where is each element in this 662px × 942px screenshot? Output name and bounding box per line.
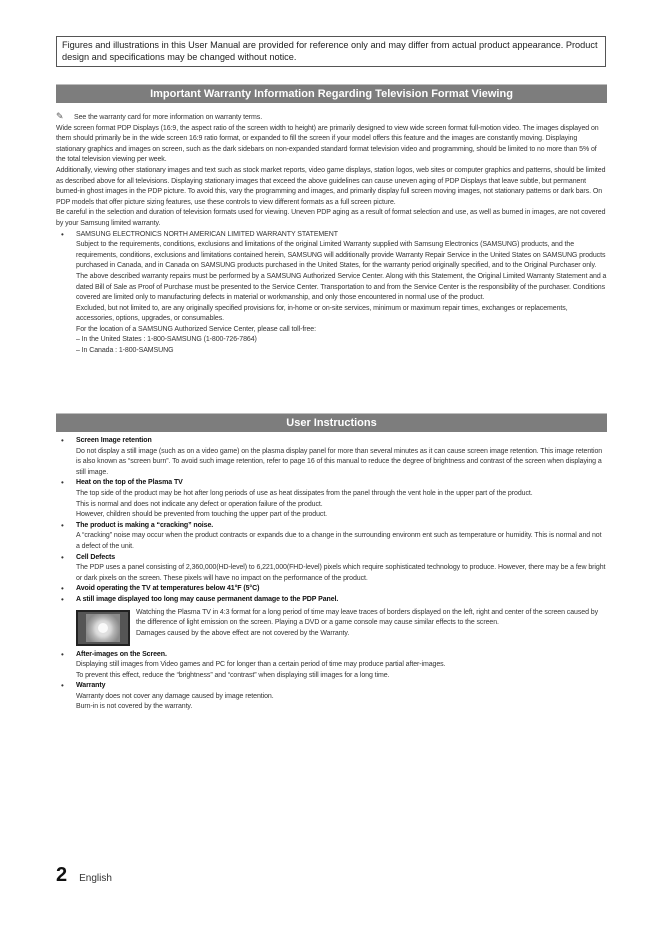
instruction-title: The product is making a “cracking” noise.: [76, 521, 214, 529]
instruction-title: Avoid operating the TV at temperatures below 41°F (5°C): [76, 585, 260, 593]
instruction-item: [56, 595, 607, 646]
footer-language: English: [79, 873, 112, 884]
plasma-screen-illustration: [76, 610, 130, 646]
disclaimer-notice: Figures and illustrations in this User Manual are provided for reference only and may differ from actual product appearance. Product design and specifications may be changed without notice.: [56, 36, 606, 67]
pencil-note-icon: ✎: [56, 111, 64, 121]
instruction-text: Displaying still images from Video games and PC for longer than a certain period of time may produce partial after-images.: [76, 661, 446, 669]
bullet-icon: •: [61, 229, 64, 239]
instruction-item: [56, 436, 607, 478]
user-instructions-section: [56, 436, 607, 713]
bullet-icon: •: [61, 649, 64, 659]
warranty-paragraph: Additionally, viewing other stationary images and text such as stock market reports, video game displays, station logos, web sites or computer graphics and patterns, should be limited as described above for all televisions. Displaying stationary images that exceed the above guidelines can cause uneven aging of PDP Displays that leave subtle, but permanent burned-in ghost images in the PDP picture. To avoid this, vary the programming and images, and primarily display full screen moving images, not stationary patterns or dark bars. On PDP models that offer picture sizing features, use these controls to view different formats as a full screen picture.: [56, 166, 606, 206]
warranty-statement-paragraph: For the location of a SAMSUNG Authorized Service Center, please call toll-free:: [76, 325, 316, 333]
instruction-item: [56, 478, 607, 520]
page-footer: [56, 864, 112, 887]
instruction-text: However, children should be prevented from touching the upper part of the product.: [76, 511, 328, 519]
warranty-note: [56, 112, 607, 124]
instruction-text: This is normal and does not indicate any defect or operation failure of the product.: [76, 500, 323, 508]
warranty-statement-paragraph: The above described warranty repairs must be performed by a SAMSUNG Authorized Service Center. Along with this Statement, the Original Limited Warranty Statement and a dated Bill of Sale as Proof of Purchase must be presented to the Service Center. Transportation to and from the Service Center is the responsibility of the purchaser. Conditions covered are limited only to manufacturing defects in material or workmanship, and only those encountered in normal use of the product.: [76, 272, 607, 302]
instruction-item: [56, 521, 607, 553]
warranty-phone-canada: – In Canada : 1-800-SAMSUNG: [76, 347, 174, 355]
warranty-note-text: See the warranty card for more information on warranty terms.: [74, 114, 263, 121]
instruction-title: Cell Defects: [76, 553, 116, 561]
instruction-text: Damages caused by the above effect are not covered by the Warranty.: [136, 629, 350, 637]
bullet-icon: •: [61, 681, 64, 691]
instruction-text: Do not display a still image (such as on a video game) on the plasma display panel for more than several minutes as it can cause screen image retention. This image retention is also known as “screen burn”. To avoid such image retention, refer to page 16 of this manual to reduce the degree of brightness and contrast of the screen when displaying a still image.: [76, 447, 603, 476]
instruction-title: Screen Image retention: [76, 437, 152, 444]
instruction-title: After-images on the Screen.: [76, 650, 167, 658]
user-instructions-heading: User Instructions: [56, 413, 607, 432]
bullet-icon: •: [61, 584, 64, 594]
bullet-icon: •: [61, 436, 64, 445]
instruction-item: [56, 584, 607, 595]
bullet-icon: •: [61, 594, 64, 604]
warranty-statement-paragraph: Excluded, but not limited to, are any originally specified provisions for, in-home or on-site services, minimum or maximum repair times, exchanges or replacements, accessories, options, upgrades, or consumables.: [76, 304, 568, 323]
bullet-icon: •: [61, 478, 64, 488]
instruction-text: The top side of the product may be hot after long periods of use as heat dissipates from the panel through the vent hole in the upper part of the product.: [76, 489, 533, 497]
illustration-caption: [136, 608, 607, 640]
instruction-text: To prevent this effect, reduce the “brightness” and “contrast” when displaying still images for a long time.: [76, 671, 390, 679]
instruction-item: [56, 681, 607, 713]
warranty-statement-title: SAMSUNG ELECTRONICS NORTH AMERICAN LIMITED WARRANTY STATEMENT: [76, 230, 338, 238]
instruction-title: Warranty: [76, 682, 106, 690]
warranty-phone-us: – In the United States : 1-800-SAMSUNG (1-800-726-7864): [76, 336, 257, 344]
warranty-statement: [56, 230, 607, 357]
bullet-icon: •: [61, 552, 64, 562]
warranty-section: [56, 112, 607, 357]
still-image-illustration-row: [76, 608, 607, 646]
warranty-paragraph: Wide screen format PDP Displays (16:9, the aspect ratio of the screen width to height) are primarily designed to view wide screen format full-motion video. The images displayed on them should primarily be in the wide screen 16:9 ratio format, or expanded to fill the screen if your model offers this feature and the images are constantly moving. Displaying stationary graphics and images on screen, such as the dark sidebars on non-expanded standard format television video and programming, should be limited to no more than 5% of the total television viewing per week.: [56, 124, 599, 164]
warranty-paragraph: Be careful in the selection and duration of television formats used for viewing. Uneven PDP aging as a result of format selection and use, as well as burned in images, are not covered by your Samsung limited warranty.: [56, 209, 606, 227]
instruction-text: The PDP uses a panel consisting of 2,360,000(HD-level) to 6,221,000(FHD-level) pixels which require sophisticated technology to produce. However, there may be a few bright or dark pixels on the screen. These pixels will have no impact on the performance of the product.: [76, 564, 606, 582]
warranty-statement-paragraph: Subject to the requirements, conditions, exclusions and limitations of the original Limited Warranty supplied with Samsung Electronics (SAMSUNG) products, and the requirements, conditions, exclusions and limitations contained herein, SAMSUNG will additionally provide Warranty Repair Service in the United States on SAMSUNG products purchased in Canada, and in Canada on SAMSUNG products purchased in the United States, for the warranty period originally specified, and to the Original Purchaser only.: [76, 241, 606, 270]
warranty-section-heading: Important Warranty Information Regarding Television Format Viewing: [56, 84, 607, 103]
flower-icon: [98, 623, 108, 633]
instruction-text: Warranty does not cover any damage caused by image retention.: [76, 692, 274, 700]
page-number: 2: [56, 864, 68, 886]
instruction-text: A “cracking” noise may occur when the product contracts or expands due to a change in the surrounding environm ent such as temperature or humidity. This is normal and not a defect of the unit.: [76, 532, 602, 550]
instruction-text: Burn-in is not covered by the warranty.: [76, 703, 193, 711]
instruction-title: Heat on the top of the Plasma TV: [76, 479, 183, 487]
instruction-text: Watching the Plasma TV in 4:3 format for a long period of time may leave traces of borders displayed on the left, right and center of the screen caused by the difference of light emission on the screen. Playing a DVD or a game console may cause similar effects to the screen.: [136, 608, 598, 627]
instruction-title: A still image displayed too long may cause permanent damage to the PDP Panel.: [76, 595, 339, 603]
bullet-icon: •: [61, 520, 64, 530]
instruction-item: [56, 650, 607, 682]
instruction-item: [56, 553, 607, 585]
